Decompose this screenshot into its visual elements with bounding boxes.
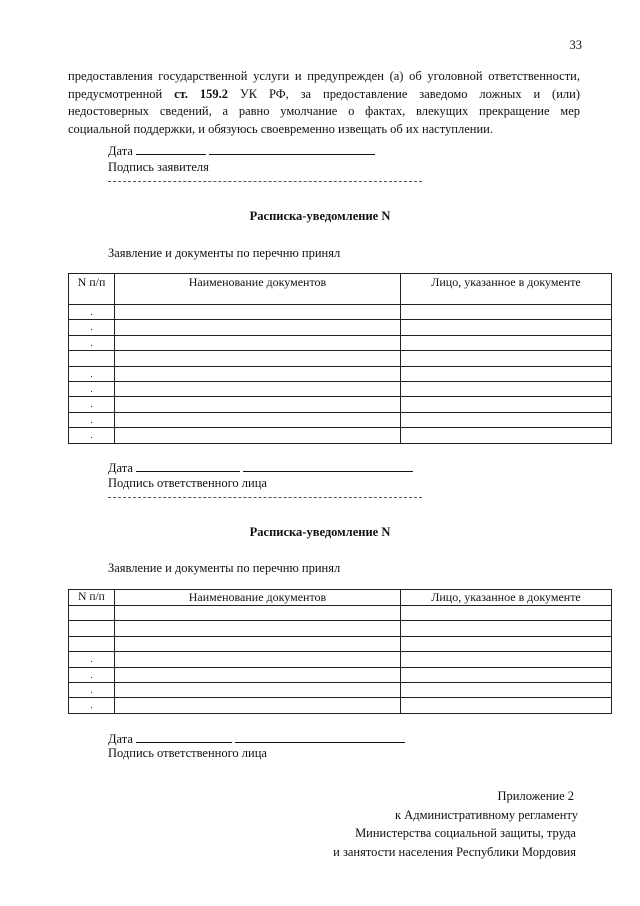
row-number-cell: . — [69, 305, 115, 320]
intro-line: социальной поддержки, и обязуюсь своевременно извещать об их наступлении. — [68, 121, 493, 136]
person-cell[interactable] — [401, 428, 612, 443]
document-name-cell[interactable] — [115, 682, 401, 697]
person-cell[interactable] — [401, 351, 612, 366]
cut-line — [108, 497, 422, 498]
table-row — [69, 682, 612, 697]
header-name: Наименование документов — [115, 274, 401, 305]
person-cell[interactable] — [401, 606, 612, 621]
document-name-cell[interactable] — [115, 621, 401, 636]
applicant-date-line — [108, 142, 375, 159]
signature-blank — [209, 142, 375, 155]
table-row — [69, 606, 612, 621]
header-name: Наименование документов — [115, 590, 401, 606]
responsible-date-line — [108, 459, 413, 476]
document-name-cell[interactable] — [115, 351, 401, 366]
row-number-cell: . — [69, 397, 115, 412]
person-cell[interactable] — [401, 366, 612, 381]
header-person: Лицо, указанное в документе — [401, 590, 612, 606]
table-row — [69, 366, 612, 381]
table-row — [69, 351, 612, 366]
table-row — [69, 381, 612, 396]
appendix-header — [333, 787, 576, 861]
table-row — [69, 652, 612, 667]
person-cell[interactable] — [401, 381, 612, 396]
appendix-line: и занятости населения Республики Мордовия — [333, 844, 576, 859]
table-row — [69, 412, 612, 427]
signature-blank — [243, 459, 413, 472]
row-number-cell: . — [69, 652, 115, 667]
law-reference: ст. 159.2 — [174, 86, 229, 101]
intro-line: недостоверных сведений, а равно умолчание о фактах, влекущих прекращение мер — [68, 104, 580, 118]
row-number-cell: . — [69, 667, 115, 682]
table-row — [69, 397, 612, 412]
header-num: N п/п — [69, 590, 115, 606]
applicant-signature-label: Подпись заявителя — [108, 160, 209, 174]
intro-line: предоставления государственной услуги и предупрежден (а) об уголовной ответственности, — [68, 69, 580, 83]
cut-line — [108, 181, 422, 182]
row-number-cell: . — [69, 381, 115, 396]
table-row — [69, 636, 612, 651]
intro-line: предусмотренной ст. 159.2 УК РФ, за предоставление заведомо ложных и (или) — [68, 86, 580, 101]
responsible-signature-label: Подпись ответственного лица — [108, 476, 267, 490]
table-row — [69, 335, 612, 350]
header-person: Лицо, указанное в документе — [401, 274, 612, 305]
date-label: Дата — [108, 461, 133, 475]
document-name-cell[interactable] — [115, 381, 401, 396]
person-cell[interactable] — [401, 412, 612, 427]
person-cell[interactable] — [401, 305, 612, 320]
date-blank — [136, 142, 206, 155]
row-number-cell: . — [69, 412, 115, 427]
appendix-line: Приложение 2 — [497, 789, 574, 803]
person-cell[interactable] — [401, 652, 612, 667]
row-number-cell — [69, 621, 115, 636]
date-label: Дата — [108, 732, 133, 746]
table-header-row — [69, 274, 612, 305]
row-number-cell: . — [69, 320, 115, 335]
documents-table-1 — [68, 273, 612, 444]
table-row — [69, 698, 612, 713]
receipt-intro: Заявление и документы по перечню принял — [108, 561, 341, 575]
document-name-cell[interactable] — [115, 667, 401, 682]
person-cell[interactable] — [401, 682, 612, 697]
table-header-row — [69, 590, 612, 606]
receipt-title: Расписка-уведомление N — [249, 525, 391, 539]
person-cell[interactable] — [401, 320, 612, 335]
intro-paragraph — [68, 68, 580, 138]
signature-blank — [235, 730, 405, 743]
document-name-cell[interactable] — [115, 412, 401, 427]
date-blank — [136, 459, 240, 472]
table-row — [69, 320, 612, 335]
row-number-cell: . — [69, 682, 115, 697]
header-num: N п/п — [69, 274, 115, 305]
page-number: 33 — [569, 38, 582, 52]
row-number-cell: . — [69, 698, 115, 713]
table-row — [69, 428, 612, 443]
responsible-signature-label: Подпись ответственного лица — [108, 746, 267, 760]
document-name-cell[interactable] — [115, 606, 401, 621]
document-name-cell[interactable] — [115, 320, 401, 335]
table-row — [69, 621, 612, 636]
document-name-cell[interactable] — [115, 366, 401, 381]
document-name-cell[interactable] — [115, 428, 401, 443]
date-label: Дата — [108, 144, 133, 158]
row-number-cell — [69, 636, 115, 651]
receipt-intro: Заявление и документы по перечню принял — [108, 246, 341, 260]
row-number-cell: . — [69, 366, 115, 381]
person-cell[interactable] — [401, 667, 612, 682]
person-cell[interactable] — [401, 636, 612, 651]
row-number-cell — [69, 606, 115, 621]
document-name-cell[interactable] — [115, 636, 401, 651]
row-number-cell: . — [69, 335, 115, 350]
table-row — [69, 667, 612, 682]
document-name-cell[interactable] — [115, 335, 401, 350]
person-cell[interactable] — [401, 335, 612, 350]
document-name-cell[interactable] — [115, 698, 401, 713]
row-number-cell: . — [69, 428, 115, 443]
document-name-cell[interactable] — [115, 652, 401, 667]
document-name-cell[interactable] — [115, 397, 401, 412]
document-name-cell[interactable] — [115, 305, 401, 320]
table-row — [69, 305, 612, 320]
appendix-line: к Административному регламенту — [394, 807, 578, 822]
receipt-title: Расписка-уведомление N — [249, 209, 391, 223]
documents-table-2 — [68, 589, 612, 714]
person-cell[interactable] — [401, 397, 612, 412]
date-blank — [136, 730, 232, 743]
person-cell[interactable] — [401, 698, 612, 713]
appendix-line: Министерства социальной защиты, труда — [355, 826, 576, 840]
person-cell[interactable] — [401, 621, 612, 636]
row-number-cell — [69, 351, 115, 366]
